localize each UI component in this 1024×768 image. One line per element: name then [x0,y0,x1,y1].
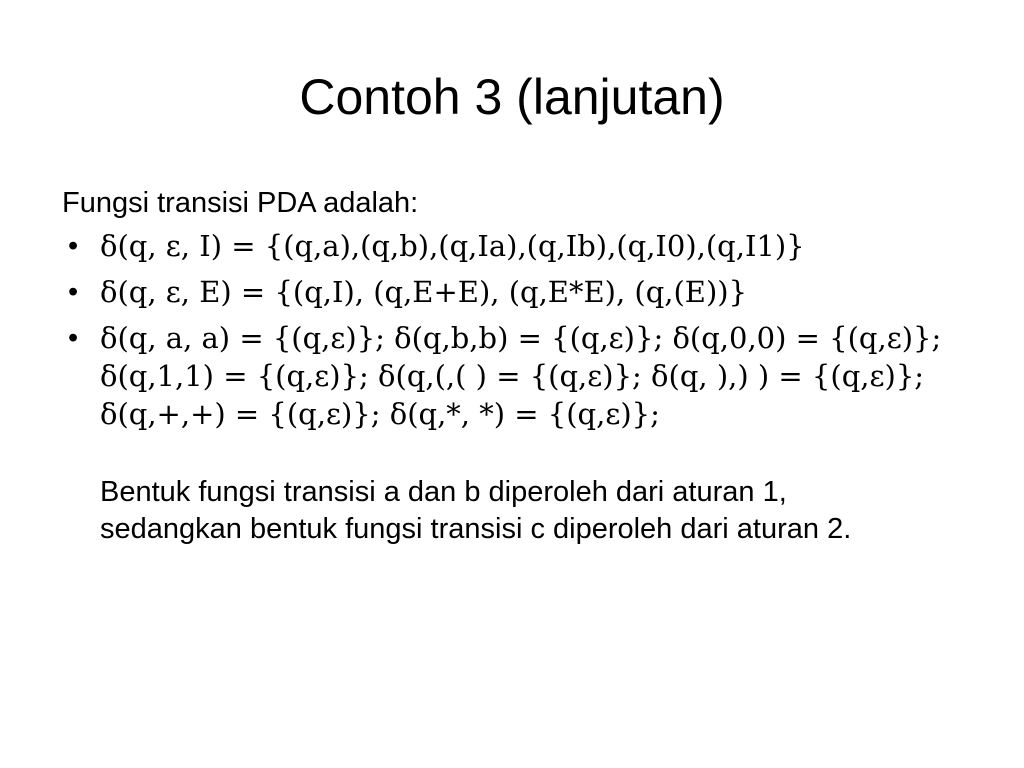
bullet-text: δ(q, a, a) = {(q,ε)}; δ(q,b,b) = {(q,ε)}; δ(q,0,0) = {(q,ε)}; δ(q,1,1) = {(q,ε)}; δ(q,(,( ) = {(q,ε)}; δ(q, ),) ) = {(q,ε)}; δ(q,+,+) = {(q,ε)}; δ(q,*, *) = {(q,ε)}; [100,321,942,431]
bullet-item [62,274,962,312]
slide-title: Contoh 3 (lanjutan) [299,69,725,125]
bullet-text: δ(q, ε, I) = {(q,a),(q,b),(q,Ia),(q,Ib),(q,I0),(q,I1)} [100,229,805,263]
intro-text: Fungsi transisi PDA adalah: [62,187,419,219]
bullet-item [62,320,962,434]
explanation-paragraph: Bentuk fungsi transisi a dan b diperoleh dari aturan 1, sedangkan bentuk fungsi transisi c diperoleh dari aturan 2. [100,476,852,545]
bullet-marker: • [68,276,79,308]
slide-body [62,185,962,548]
bullet-item [62,228,962,266]
bullet-list [62,228,962,434]
bullet-marker: • [68,230,79,262]
bullet-marker: • [68,322,79,354]
bullet-text: δ(q, ε, E) = {(q,I), (q,E+E), (q,E*E), (q,(E))} [100,275,748,309]
